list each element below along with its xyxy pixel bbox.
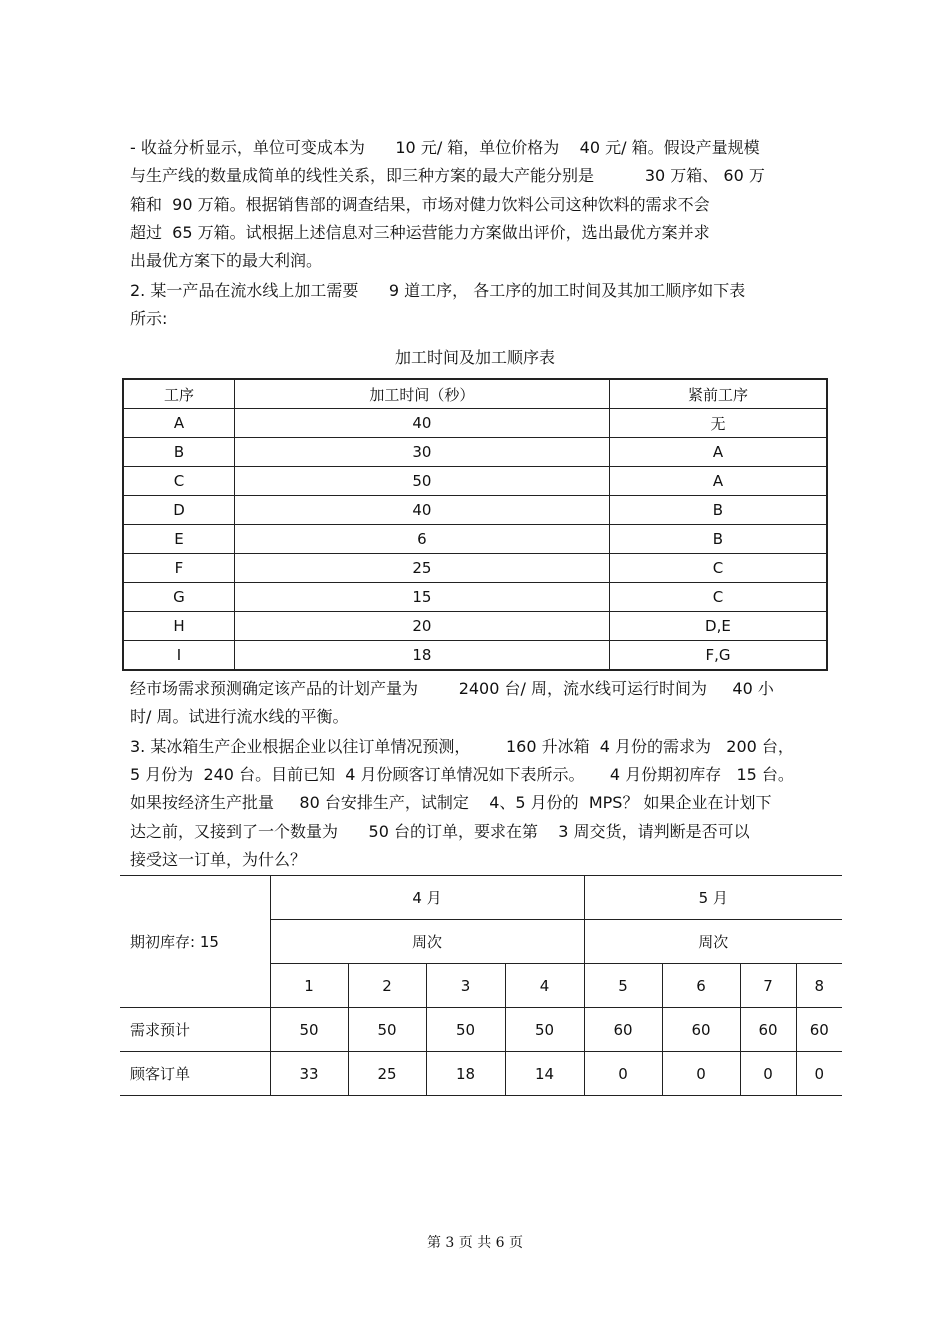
cell: B (609, 496, 827, 525)
page-footer: 第 3 页 共 6 页 (426, 1235, 524, 1251)
table-row (123, 467, 827, 496)
text-line: 如果按经济生产批量 80 台安排生产，试制定 4、5 月份的 MPS？ 如果企业在计划下 (130, 793, 772, 812)
cell: D,E (609, 612, 827, 641)
cell: 0 (662, 1052, 740, 1096)
week-cell: 4 (505, 964, 584, 1008)
cell: 30 (234, 438, 609, 467)
cell: H (123, 612, 234, 641)
text-line: 与生产线的数量成简单的线性关系，即三种方案的最大产能分别是 30 万箱、 60 万 (130, 166, 765, 185)
cell: A (609, 467, 827, 496)
cell: 0 (796, 1052, 842, 1096)
week-cell: 6 (662, 964, 740, 1008)
week-label: 周次 (584, 920, 842, 964)
text-line: 5 月份为 240 台。目前已知 4 月份顾客订单情况如下表所示。 4 月份期初库存 15 台。 (130, 765, 794, 784)
table-row (123, 525, 827, 554)
week-label: 周次 (270, 920, 584, 964)
cell: 18 (426, 1052, 505, 1096)
cell: 无 (609, 409, 827, 438)
table-row (123, 409, 827, 438)
cell: C (609, 583, 827, 612)
text-line: 出最优方案下的最大利润。 (130, 251, 323, 270)
month-header: 4 月 (270, 876, 584, 920)
text-line: 经市场需求预测确定该产品的计划产量为 2400 台/ 周，流水线可运行时间为 40 小 (130, 679, 774, 698)
week-cell: 2 (348, 964, 426, 1008)
cell: 6 (234, 525, 609, 554)
table-row (123, 641, 827, 671)
table-row (123, 612, 827, 641)
cell: 60 (796, 1008, 842, 1052)
cell: 60 (584, 1008, 662, 1052)
text-line: 达之前，又接到了一个数量为 50 台的订单，要求在第 3 周交货，请判断是否可以 (130, 822, 750, 841)
cell: 60 (662, 1008, 740, 1052)
cell: 50 (348, 1008, 426, 1052)
table-row (123, 438, 827, 467)
cell: A (609, 438, 827, 467)
text-line: 所示: (130, 309, 168, 328)
cell: 25 (234, 554, 609, 583)
cell: 25 (348, 1052, 426, 1096)
cell: 33 (270, 1052, 348, 1096)
cell: 50 (234, 467, 609, 496)
cell: I (123, 641, 234, 671)
row-label: 需求预计 (120, 1008, 270, 1052)
text-line: 3. 某冰箱生产企业根据企业以往订单情况预测， 160 升冰箱 4 月份的需求为 200 台， (130, 737, 794, 756)
cell: B (123, 438, 234, 467)
cell: 15 (234, 583, 609, 612)
demand-row (120, 1008, 842, 1052)
text-line: - 收益分析显示，单位可变成本为 10 元/ 箱，单位价格为 40 元/ 箱。假设产量规模 (130, 138, 760, 157)
text-line: 箱和 90 万箱。根据销售部的调查结果，市场对健力饮料公司这种饮料的需求不会 (130, 195, 710, 214)
text-line: 超过 65 万箱。试根据上述信息对三种运营能力方案做出评价，选出最优方案并求 (130, 223, 710, 242)
week-cell: 3 (426, 964, 505, 1008)
table-row (123, 496, 827, 525)
month-header: 5 月 (584, 876, 842, 920)
cell: F,G (609, 641, 827, 671)
cell: C (609, 554, 827, 583)
text-line: 时/ 周。试进行流水线的平衡。 (130, 707, 349, 726)
header-cell: 紧前工序 (609, 379, 827, 409)
week-cell: 8 (796, 964, 842, 1008)
cell: 40 (234, 409, 609, 438)
cell: 14 (505, 1052, 584, 1096)
table-row (123, 583, 827, 612)
text-line: 接受这一订单，为什么？ (130, 850, 307, 869)
header-cell: 加工时间（秒） (234, 379, 609, 409)
cell: 60 (740, 1008, 796, 1052)
initial-inventory-label: 期初库存: 15 (120, 876, 270, 1008)
week-cell: 1 (270, 964, 348, 1008)
mps-table (120, 875, 842, 1096)
text-line: 2. 某一产品在流水线上加工需要 9 道工序， 各工序的加工时间及其加工顺序如下表 (130, 281, 746, 300)
cell: 40 (234, 496, 609, 525)
table-row (123, 554, 827, 583)
cell: 50 (505, 1008, 584, 1052)
cell: E (123, 525, 234, 554)
orders-row (120, 1052, 842, 1096)
cell: 50 (270, 1008, 348, 1052)
cell: 20 (234, 612, 609, 641)
cell: 50 (426, 1008, 505, 1052)
row-label: 顾客订单 (120, 1052, 270, 1096)
cell: 18 (234, 641, 609, 671)
cell: A (123, 409, 234, 438)
cell: C (123, 467, 234, 496)
cell: 0 (740, 1052, 796, 1096)
cell: B (609, 525, 827, 554)
table-header-row (123, 379, 827, 409)
cell: F (123, 554, 234, 583)
cell: D (123, 496, 234, 525)
process-table (122, 378, 828, 671)
cell: 0 (584, 1052, 662, 1096)
cell: G (123, 583, 234, 612)
table-title: 加工时间及加工顺序表 (394, 348, 555, 367)
header-cell: 工序 (123, 379, 234, 409)
week-cell: 7 (740, 964, 796, 1008)
week-cell: 5 (584, 964, 662, 1008)
